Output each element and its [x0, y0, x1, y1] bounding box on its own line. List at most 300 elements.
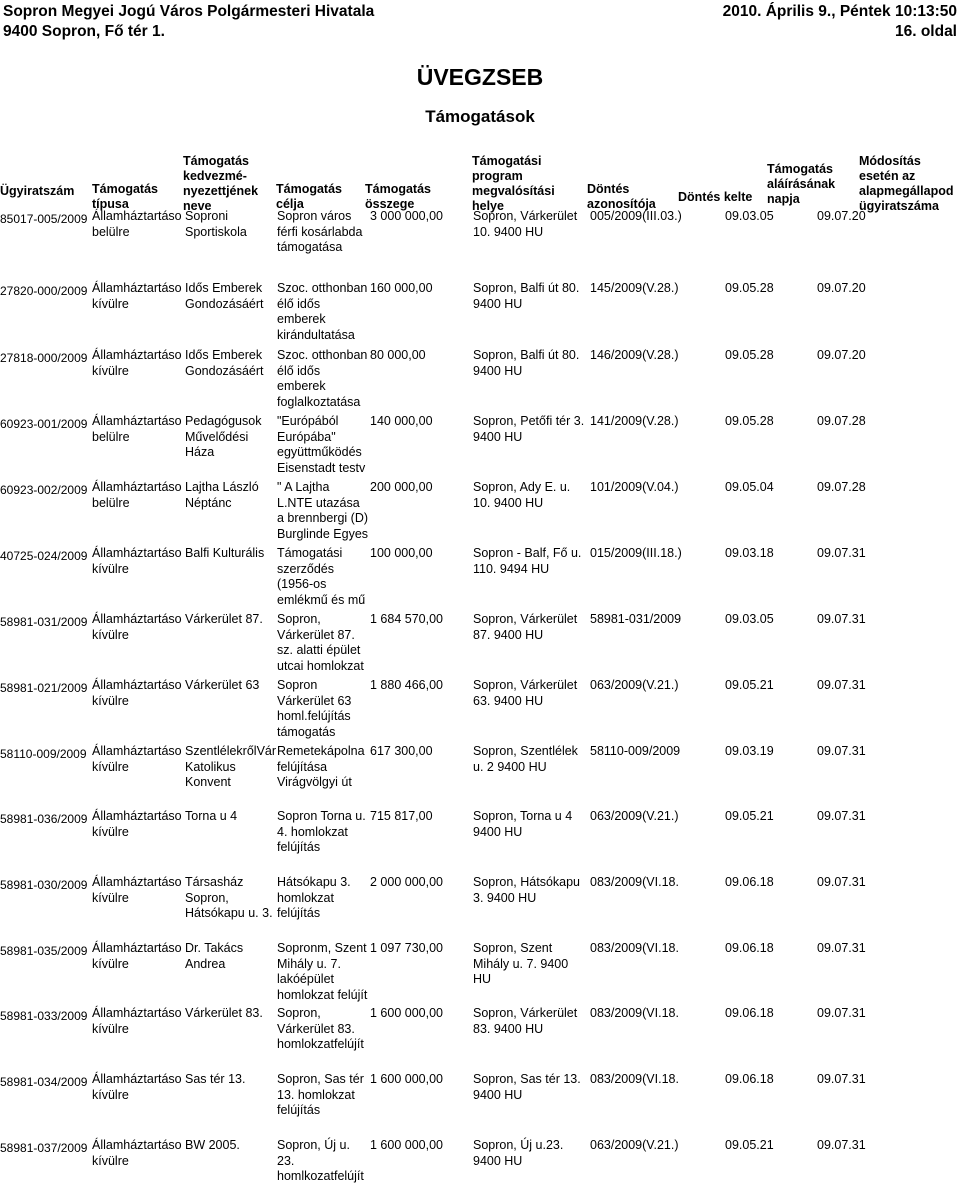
- cell-amount-line: 1 684 570,00: [370, 612, 443, 626]
- cell-file-number: [0, 1138, 87, 1157]
- cell-signing-date-line: 09.07.31: [817, 678, 866, 692]
- col-header-decision-date-line: Döntés kelte: [678, 190, 753, 204]
- cell-beneficiary: [185, 875, 273, 922]
- cell-type-line: kívülre: [92, 956, 129, 971]
- address: 9400 Sopron, Fő tér 1.: [3, 23, 165, 40]
- cell-beneficiary-line: Sopron,: [185, 890, 229, 905]
- cell-decision-date-line: 09.05.28: [725, 348, 774, 362]
- cell-signing-date-line: 09.07.20: [817, 348, 866, 362]
- cell-purpose-line: utcai homlokzat: [277, 658, 364, 673]
- cell-amount: [370, 941, 443, 957]
- cell-purpose-line: Eisenstadt testv: [277, 460, 366, 475]
- cell-type: [92, 941, 182, 972]
- cell-decision-date: [725, 875, 774, 891]
- cell-beneficiary-line: Várkerület 83.: [185, 1006, 263, 1020]
- cell-purpose-line: felújítás: [277, 1103, 321, 1117]
- cell-type-line: belülre: [92, 429, 130, 444]
- cell-signing-date-line: 09.07.31: [817, 612, 866, 626]
- cell-decision-id-line: 063/2009(V.21.): [590, 1138, 679, 1152]
- cell-decision-date-line: 09.06.18: [725, 941, 774, 955]
- cell-beneficiary-line: Társasház: [185, 875, 244, 889]
- cell-amount-line: 617 300,00: [370, 744, 433, 758]
- cell-decision-id: [590, 546, 682, 562]
- col-header-decision-date: [678, 190, 752, 205]
- cell-location-line: 9400 HU: [473, 824, 523, 839]
- cell-file-number-line: 58110-009/2009: [0, 747, 87, 761]
- cell-location: [473, 809, 572, 840]
- cell-amount-line: 80 000,00: [370, 348, 426, 362]
- cell-beneficiary: [185, 480, 259, 511]
- cell-location-line: 10. 9400 HU: [473, 495, 544, 510]
- cell-signing-date: [817, 1072, 866, 1088]
- cell-purpose: [277, 281, 367, 343]
- cell-amount-line: 140 000,00: [370, 414, 433, 428]
- cell-purpose-line: Európába": [277, 429, 336, 444]
- cell-location-line: HU: [473, 972, 492, 986]
- cell-purpose: [277, 414, 365, 476]
- cell-decision-date-line: 09.03.05: [725, 209, 774, 223]
- cell-type-line: kívülre: [92, 824, 129, 839]
- col-header-signing-date: [767, 162, 835, 207]
- cell-beneficiary-line: Idős Emberek: [185, 281, 263, 295]
- cell-signing-date: [817, 1006, 866, 1022]
- cell-purpose-line: felújítás: [277, 840, 321, 854]
- cell-decision-id: [590, 1072, 679, 1088]
- cell-signing-date-line: 09.07.31: [817, 809, 866, 823]
- cell-file-number-line: 85017-005/2009: [0, 212, 88, 226]
- cell-purpose-line: Várkerület 63: [277, 693, 352, 708]
- cell-type: [92, 1138, 182, 1169]
- cell-beneficiary: [185, 809, 237, 825]
- cell-purpose-line: 4. homlokzat: [277, 824, 348, 839]
- cell-purpose-line: felújítása: [277, 759, 328, 774]
- cell-decision-id: [590, 809, 679, 825]
- cell-purpose-line: férfi kosárlabda: [277, 224, 363, 239]
- cell-purpose-line: Sopron, Új u.: [277, 1138, 350, 1152]
- page-number: 16. oldal: [894, 23, 957, 40]
- cell-amount-line: 1 097 730,00: [370, 941, 443, 955]
- cell-decision-date-line: 09.05.28: [725, 414, 774, 428]
- cell-purpose-line: Várkerület 87.: [277, 627, 355, 642]
- cell-amount: [370, 348, 426, 364]
- cell-signing-date: [817, 414, 866, 430]
- col-header-location-line: program: [472, 169, 523, 183]
- cell-decision-date-line: 09.06.18: [725, 1006, 774, 1020]
- cell-signing-date-line: 09.07.28: [817, 480, 866, 494]
- cell-beneficiary: [185, 1072, 245, 1088]
- cell-location-line: 9400 HU: [473, 1153, 523, 1168]
- cell-location-line: Sopron, Balfi út 80.: [473, 348, 580, 362]
- cell-decision-id: [590, 209, 682, 225]
- cell-purpose-line: Sopron város: [277, 209, 352, 223]
- cell-purpose-line: L.NTE utazása: [277, 495, 360, 510]
- cell-type-line: kívülre: [92, 561, 129, 576]
- org-name: Sopron Megyei Jogú Város Polgármesteri Hivatala: [3, 3, 375, 20]
- cell-location-line: u. 2 9400 HU: [473, 759, 547, 774]
- cell-type: [92, 281, 182, 312]
- cell-decision-date: [725, 209, 774, 225]
- cell-signing-date-line: 09.07.31: [817, 1006, 866, 1020]
- col-header-amount-line: összege: [365, 197, 415, 211]
- cell-type-line: kívülre: [92, 296, 129, 311]
- col-header-location: [472, 154, 555, 214]
- cell-location-line: 10. 9400 HU: [473, 224, 544, 239]
- cell-file-number: [0, 348, 87, 367]
- cell-purpose: [277, 744, 365, 791]
- cell-purpose-line: együttműködés: [277, 445, 362, 459]
- cell-beneficiary-line: Háza: [185, 445, 215, 459]
- cell-file-number-line: 27820-000/2009: [0, 284, 88, 298]
- cell-file-number-line: 40725-024/2009: [0, 549, 88, 563]
- cell-type-line: Államháztartáso: [92, 809, 182, 823]
- cell-beneficiary-line: Dr. Takács: [185, 941, 244, 955]
- cell-decision-date-line: 09.06.18: [725, 1072, 774, 1086]
- cell-beneficiary-line: Idős Emberek: [185, 348, 263, 362]
- cell-type: [92, 1072, 182, 1103]
- cell-file-number: [0, 209, 87, 228]
- cell-type-line: Államháztartáso: [92, 281, 182, 295]
- document-title: ÜVEGZSEB: [416, 64, 544, 90]
- col-header-beneficiary-line: nyezettjének: [183, 184, 259, 198]
- cell-purpose-line: Sopronm, Szent: [277, 941, 367, 955]
- cell-amount: [370, 414, 433, 430]
- cell-beneficiary-line: Konvent: [185, 775, 231, 789]
- cell-purpose: [277, 1072, 364, 1119]
- col-header-file-number: [0, 184, 74, 199]
- cell-beneficiary-line: Hátsókapu u. 3.: [185, 906, 273, 920]
- cell-decision-id-line: 141/2009(V.28.): [590, 414, 679, 428]
- cell-purpose-line: sz. alatti épület: [277, 643, 361, 657]
- cell-location-line: Sopron, Új u.23.: [473, 1138, 564, 1152]
- cell-purpose-line: Sopron,: [277, 612, 321, 626]
- cell-file-number-line: 58981-030/2009: [0, 878, 88, 892]
- cell-file-number-line: 27818-000/2009: [0, 351, 88, 365]
- cell-location-line: Sopron, Petőfi tér 3.: [473, 414, 585, 428]
- cell-beneficiary: [185, 744, 276, 791]
- cell-type-line: Államháztartáso: [92, 875, 182, 889]
- cell-purpose-line: homlokzat felújít: [277, 987, 368, 1002]
- cell-location-line: Sopron, Várkerület: [473, 1006, 578, 1020]
- cell-location: [473, 480, 570, 511]
- cell-type: [92, 809, 182, 840]
- cell-file-number-line: 58981-031/2009: [0, 615, 88, 629]
- cell-location-line: Sopron, Várkerület: [473, 678, 578, 692]
- cell-type-line: Államháztartáso: [92, 678, 182, 692]
- col-header-type-line: típusa: [92, 197, 129, 211]
- cell-signing-date-line: 09.07.31: [817, 1138, 866, 1152]
- cell-location-line: 3. 9400 HU: [473, 890, 537, 905]
- cell-beneficiary: [185, 1006, 263, 1022]
- cell-location-line: Sopron, Szent: [473, 941, 553, 955]
- cell-signing-date: [817, 281, 866, 297]
- cell-file-number-line: 58981-033/2009: [0, 1009, 88, 1023]
- col-header-modification-line: esetén az: [859, 169, 916, 183]
- cell-purpose-line: emberek: [277, 312, 326, 326]
- cell-beneficiary-line: Sas tér 13.: [185, 1072, 246, 1086]
- cell-decision-date-line: 09.03.19: [725, 744, 774, 758]
- cell-purpose: [277, 546, 365, 608]
- cell-decision-id-line: 063/2009(V.21.): [590, 678, 679, 692]
- col-header-decision-id-line: Döntés: [587, 182, 630, 196]
- cell-purpose-line: Sopron: [277, 678, 318, 692]
- cell-location: [473, 1072, 581, 1103]
- cell-file-number-line: 58981-021/2009: [0, 681, 88, 695]
- cell-purpose-line: homlkozatfelújít: [277, 1169, 364, 1183]
- cell-decision-id: [590, 612, 681, 628]
- cell-beneficiary: [185, 1138, 240, 1154]
- cell-file-number: [0, 281, 87, 300]
- cell-beneficiary-line: Andrea: [185, 956, 226, 971]
- cell-decision-date-line: 09.05.21: [725, 678, 774, 692]
- cell-amount-line: 160 000,00: [370, 281, 433, 295]
- cell-decision-date: [725, 1072, 774, 1088]
- cell-decision-date: [725, 809, 774, 825]
- cell-decision-date: [725, 941, 774, 957]
- cell-file-number: [0, 678, 87, 697]
- cell-location-line: Sopron, Szentlélek: [473, 744, 578, 758]
- cell-location-line: Mihály u. 7. 9400: [473, 956, 569, 971]
- col-header-modification-line: alapmegállapod: [859, 184, 954, 198]
- cell-amount: [370, 875, 443, 891]
- cell-location-line: 110. 9494 HU: [473, 561, 550, 576]
- cell-type-line: Államháztartáso: [92, 348, 182, 362]
- cell-signing-date-line: 09.07.31: [817, 1072, 866, 1086]
- col-header-purpose-line: Támogatás: [276, 182, 342, 196]
- cell-type-line: kívülre: [92, 693, 129, 708]
- cell-purpose-line: Sopron, Sas tér: [277, 1072, 364, 1086]
- cell-file-number: [0, 546, 87, 565]
- cell-type-line: belülre: [92, 495, 130, 510]
- cell-decision-id-line: 015/2009(III.18.): [590, 546, 682, 560]
- cell-type-line: Államháztartáso: [92, 1006, 182, 1020]
- cell-beneficiary-line: Sportiskola: [185, 224, 247, 239]
- col-header-amount: [365, 182, 431, 212]
- cell-decision-id: [590, 348, 679, 364]
- col-header-modification: [859, 154, 953, 214]
- cell-type-line: Államháztartáso: [92, 546, 182, 560]
- cell-amount-line: 1 880 466,00: [370, 678, 443, 692]
- cell-beneficiary-line: Várkerület 87.: [185, 612, 263, 626]
- cell-file-number: [0, 1072, 87, 1091]
- cell-type: [92, 875, 182, 906]
- col-header-signing-date-line: napja: [767, 192, 800, 206]
- cell-purpose-line: felújítás: [277, 906, 321, 920]
- cell-decision-id-line: 58981-031/2009: [590, 612, 682, 626]
- cell-location-line: 9400 HU: [473, 1087, 523, 1102]
- cell-purpose-line: Sopron,: [277, 1006, 321, 1020]
- datetime: 2010. Április 9., Péntek 10:13:50: [722, 3, 957, 20]
- cell-amount-line: 100 000,00: [370, 546, 433, 560]
- col-header-location-line: Támogatási: [472, 154, 542, 168]
- cell-purpose-line: Várkerület 83.: [277, 1021, 355, 1036]
- cell-purpose-line: "Európából: [277, 414, 339, 428]
- cell-location-line: Sopron, Várkerület: [473, 209, 578, 223]
- cell-type-line: Államháztartáso: [92, 480, 182, 494]
- cell-location: [473, 281, 579, 312]
- cell-location-line: Sopron, Torna u 4: [473, 809, 573, 823]
- cell-amount-line: 2 000 000,00: [370, 875, 443, 889]
- cell-decision-id-line: 083/2009(VI.18.: [590, 875, 679, 889]
- cell-file-number: [0, 414, 87, 433]
- cell-location: [473, 744, 578, 775]
- cell-amount: [370, 209, 443, 225]
- cell-beneficiary-line: SzentlélekrőlVár: [185, 744, 277, 758]
- cell-signing-date-line: 09.07.20: [817, 209, 866, 223]
- cell-signing-date: [817, 941, 866, 957]
- cell-amount: [370, 546, 433, 562]
- cell-file-number: [0, 941, 87, 960]
- cell-file-number-line: 60923-001/2009: [0, 417, 88, 431]
- cell-decision-id-line: 146/2009(V.28.): [590, 348, 679, 362]
- cell-decision-id: [590, 875, 679, 891]
- cell-file-number-line: 58981-037/2009: [0, 1141, 88, 1155]
- cell-decision-date: [725, 414, 774, 430]
- cell-decision-date-line: 09.05.21: [725, 1138, 774, 1152]
- cell-type: [92, 348, 182, 379]
- cell-amount: [370, 744, 433, 760]
- cell-purpose-line: a brennbergi (D): [277, 511, 369, 525]
- cell-location-line: 9400 HU: [473, 363, 523, 378]
- cell-decision-date: [725, 612, 774, 628]
- cell-beneficiary: [185, 678, 259, 694]
- cell-beneficiary-line: Torna u 4: [185, 809, 238, 823]
- cell-file-number: [0, 612, 87, 631]
- cell-type-line: Államháztartáso: [92, 1072, 182, 1086]
- cell-type-line: Államháztartáso: [92, 612, 182, 626]
- cell-beneficiary: [185, 941, 243, 972]
- col-header-type: [92, 182, 158, 212]
- cell-signing-date: [817, 1138, 866, 1154]
- cell-purpose-line: emlékmű és mű: [277, 592, 366, 607]
- cell-signing-date-line: 09.07.31: [817, 875, 866, 889]
- cell-purpose-line: foglalkoztatása: [277, 394, 361, 409]
- col-header-purpose: [276, 182, 342, 212]
- cell-beneficiary-line: BW 2005.: [185, 1138, 240, 1152]
- cell-location-line: 63. 9400 HU: [473, 693, 544, 708]
- cell-type-line: belülre: [92, 224, 130, 239]
- col-header-decision-id: [587, 182, 656, 212]
- cell-beneficiary-line: Gondozásáért: [185, 296, 264, 311]
- cell-decision-id-line: 145/2009(V.28.): [590, 281, 679, 295]
- cell-beneficiary-line: Pedagógusok: [185, 414, 262, 428]
- cell-purpose-line: kirándultatása: [277, 327, 355, 342]
- cell-file-number-line: 58981-034/2009: [0, 1075, 88, 1089]
- cell-amount: [370, 480, 433, 496]
- cell-file-number: [0, 480, 87, 499]
- cell-location: [473, 941, 568, 988]
- cell-location-line: Sopron, Várkerület: [473, 612, 578, 626]
- cell-beneficiary: [185, 414, 261, 461]
- col-header-type-line: Támogatás: [92, 182, 158, 196]
- cell-location: [473, 612, 577, 643]
- cell-file-number: [0, 744, 87, 763]
- cell-decision-date: [725, 1006, 774, 1022]
- cell-type-line: kívülre: [92, 1021, 129, 1036]
- cell-decision-date: [725, 348, 774, 364]
- cell-purpose-line: támogatása: [277, 240, 343, 254]
- cell-location: [473, 1006, 577, 1037]
- cell-decision-date: [725, 744, 774, 760]
- col-header-modification-line: Módosítás: [859, 154, 921, 168]
- cell-signing-date-line: 09.07.31: [817, 744, 866, 758]
- col-header-file-number-line: Ügyiratszám: [0, 184, 75, 198]
- cell-amount-line: 1 600 000,00: [370, 1072, 443, 1086]
- cell-decision-date: [725, 480, 774, 496]
- cell-decision-id: [590, 1138, 679, 1154]
- cell-beneficiary-line: Katolikus: [185, 759, 236, 774]
- cell-purpose: [277, 1138, 364, 1185]
- cell-type-line: kívülre: [92, 890, 129, 905]
- cell-type: [92, 1006, 182, 1037]
- cell-decision-id-line: 083/2009(VI.18.: [590, 1006, 679, 1020]
- cell-purpose-line: Szoc. otthonban: [277, 281, 368, 295]
- cell-beneficiary-line: Várkerület 63: [185, 678, 260, 692]
- cell-purpose: [277, 875, 351, 922]
- cell-type: [92, 678, 182, 709]
- cell-purpose-line: homlokzatfelújít: [277, 1037, 364, 1051]
- cell-purpose-line: Hátsókapu 3.: [277, 875, 351, 889]
- cell-purpose-line: (1956-os: [277, 577, 327, 591]
- cell-type: [92, 744, 182, 775]
- cell-location: [473, 209, 577, 240]
- cell-signing-date-line: 09.07.28: [817, 414, 866, 428]
- cell-beneficiary: [185, 281, 264, 312]
- cell-signing-date: [817, 678, 866, 694]
- cell-location-line: 9400 HU: [473, 296, 523, 311]
- cell-signing-date: [817, 480, 866, 496]
- cell-decision-id-line: 101/2009(V.04.): [590, 480, 679, 494]
- cell-type-line: kívülre: [92, 759, 129, 774]
- cell-location-line: Sopron, Ady E. u.: [473, 480, 571, 494]
- cell-amount-line: 715 817,00: [370, 809, 433, 823]
- cell-beneficiary-line: Lajtha László: [185, 480, 259, 494]
- cell-purpose-line: szerződés: [277, 561, 334, 576]
- cell-signing-date-line: 09.07.31: [817, 546, 866, 560]
- cell-location-line: 9400 HU: [473, 429, 523, 444]
- cell-decision-date: [725, 678, 774, 694]
- cell-decision-date: [725, 1138, 774, 1154]
- cell-decision-id: [590, 941, 679, 957]
- cell-location-line: Sopron, Sas tér 13.: [473, 1072, 581, 1086]
- col-header-beneficiary-line: kedvezmé-: [183, 169, 247, 183]
- cell-beneficiary-line: Néptánc: [185, 495, 232, 510]
- cell-beneficiary-line: Balfi Kulturális: [185, 546, 265, 560]
- cell-location-line: Sopron - Balf, Fő u.: [473, 546, 582, 560]
- cell-purpose: [277, 612, 364, 674]
- cell-purpose-line: élő idős: [277, 296, 321, 311]
- cell-location-line: 87. 9400 HU: [473, 627, 544, 642]
- cell-type: [92, 209, 182, 240]
- cell-decision-id: [590, 678, 679, 694]
- cell-purpose-line: Támogatási: [277, 546, 343, 560]
- cell-purpose-line: homlokzat: [277, 890, 334, 905]
- cell-location: [473, 678, 577, 709]
- cell-type-line: Államháztartáso: [92, 1138, 182, 1152]
- cell-purpose-line: Sopron Torna u.: [277, 809, 366, 823]
- cell-file-number-line: 58981-035/2009: [0, 944, 88, 958]
- cell-purpose-line: " A Lajtha: [277, 480, 330, 494]
- col-header-decision-id-line: azonosítója: [587, 197, 656, 211]
- cell-decision-date-line: 09.03.05: [725, 612, 774, 626]
- cell-purpose-line: 13. homlokzat: [277, 1087, 355, 1102]
- cell-purpose-line: Burglinde Egyes: [277, 526, 369, 541]
- cell-decision-date: [725, 281, 774, 297]
- cell-location: [473, 414, 584, 445]
- cell-file-number: [0, 1006, 87, 1025]
- col-header-location-line: helye: [472, 199, 504, 213]
- cell-location-line: Sopron, Balfi út 80.: [473, 281, 580, 295]
- cell-signing-date: [817, 348, 866, 364]
